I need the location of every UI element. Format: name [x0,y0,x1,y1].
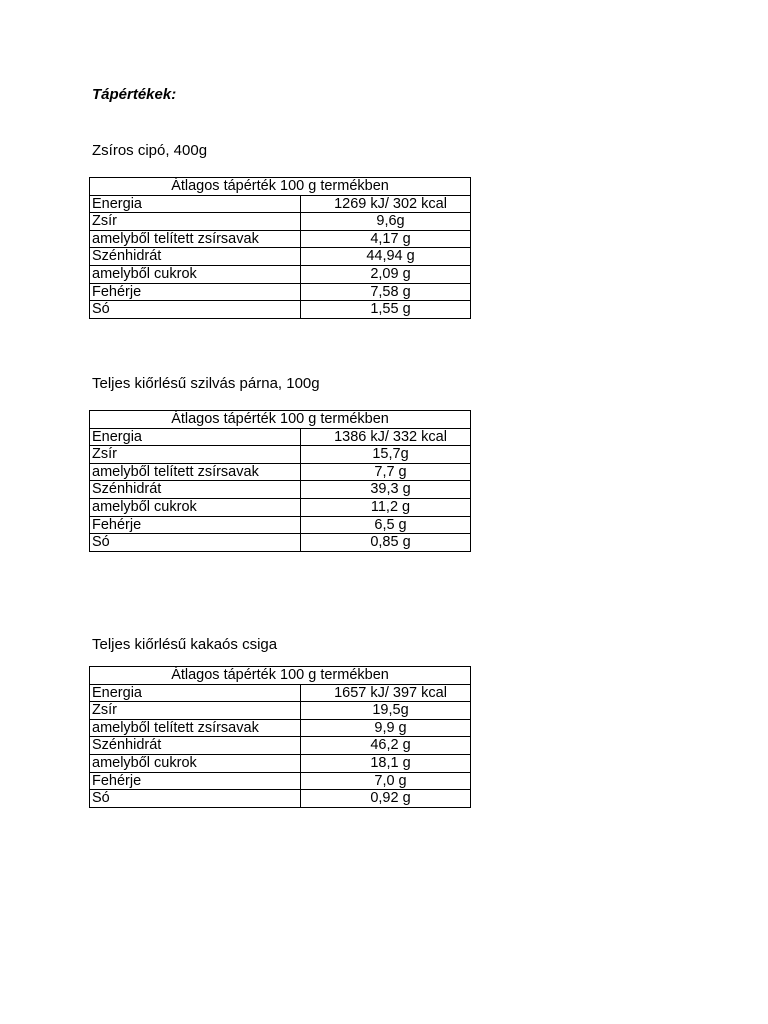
nutrient-value: 7,7 g [301,463,471,481]
table-header-row [90,178,471,196]
table-header: Átlagos tápérték 100 g termékben [90,178,471,196]
nutrient-label: Zsír [90,213,301,231]
table-row [90,772,471,790]
nutrient-label: amelyből telített zsírsavak [90,230,301,248]
nutrient-value: 2,09 g [301,265,471,283]
nutrient-value: 4,17 g [301,230,471,248]
nutrient-value: 39,3 g [301,481,471,499]
table-row [90,248,471,266]
nutrient-value: 18,1 g [301,754,471,772]
nutrient-label: amelyből telített zsírsavak [90,719,301,737]
table-header: Átlagos tápérték 100 g termékben [90,411,471,429]
nutrient-value: 15,7g [301,446,471,464]
table-row [90,301,471,319]
nutrient-label: Só [90,534,301,552]
nutrient-label: Fehérje [90,772,301,790]
table-row [90,702,471,720]
nutrient-value: 1269 kJ/ 302 kcal [301,195,471,213]
table-row [90,737,471,755]
nutrient-value: 46,2 g [301,737,471,755]
nutrient-value: 19,5g [301,702,471,720]
table-row [90,754,471,772]
product-title-2: Teljes kiőrlésű szilvás párna, 100g [92,375,320,392]
table-header: Átlagos tápérték 100 g termékben [90,667,471,685]
table-row [90,428,471,446]
nutrient-label: Energia [90,684,301,702]
nutrient-label: Szénhidrát [90,481,301,499]
nutrient-label: Só [90,790,301,808]
nutrient-value: 0,85 g [301,534,471,552]
page-title: Tápértékek: [92,86,177,103]
table-row [90,230,471,248]
nutrition-table-1 [89,177,471,319]
table-row [90,283,471,301]
table-row [90,516,471,534]
table-row [90,719,471,737]
nutrient-label: Fehérje [90,283,301,301]
product-title-3: Teljes kiőrlésű kakaós csiga [92,636,278,653]
table-row [90,213,471,231]
nutrient-label: Energia [90,195,301,213]
nutrient-label: amelyből cukrok [90,754,301,772]
nutrient-label: Szénhidrát [90,248,301,266]
nutrient-value: 11,2 g [301,498,471,516]
nutrient-value: 6,5 g [301,516,471,534]
nutrient-value: 44,94 g [301,248,471,266]
nutrient-label: amelyből telített zsírsavak [90,463,301,481]
nutrient-label: amelyből cukrok [90,265,301,283]
nutrition-table-3 [89,666,471,808]
nutrient-label: Zsír [90,702,301,720]
table-row [90,684,471,702]
nutrient-value: 1,55 g [301,301,471,319]
table-row [90,446,471,464]
table-header-row [90,411,471,429]
nutrient-label: Só [90,301,301,319]
nutrient-label: Zsír [90,446,301,464]
table-row [90,463,471,481]
nutrient-value: 9,9 g [301,719,471,737]
product-title-1: Zsíros cipó, 400g [92,142,208,159]
nutrient-value: 1386 kJ/ 332 kcal [301,428,471,446]
nutrient-value: 1657 kJ/ 397 kcal [301,684,471,702]
table-row [90,481,471,499]
nutrient-label: amelyből cukrok [90,498,301,516]
nutrient-value: 9,6g [301,213,471,231]
nutrient-value: 7,0 g [301,772,471,790]
nutrient-value: 0,92 g [301,790,471,808]
table-row [90,498,471,516]
table-header-row [90,667,471,685]
nutrient-label: Fehérje [90,516,301,534]
table-row [90,265,471,283]
table-row [90,195,471,213]
table-row [90,534,471,552]
nutrient-label: Energia [90,428,301,446]
nutrient-label: Szénhidrát [90,737,301,755]
table-row [90,790,471,808]
nutrition-table-2 [89,410,471,552]
nutrient-value: 7,58 g [301,283,471,301]
